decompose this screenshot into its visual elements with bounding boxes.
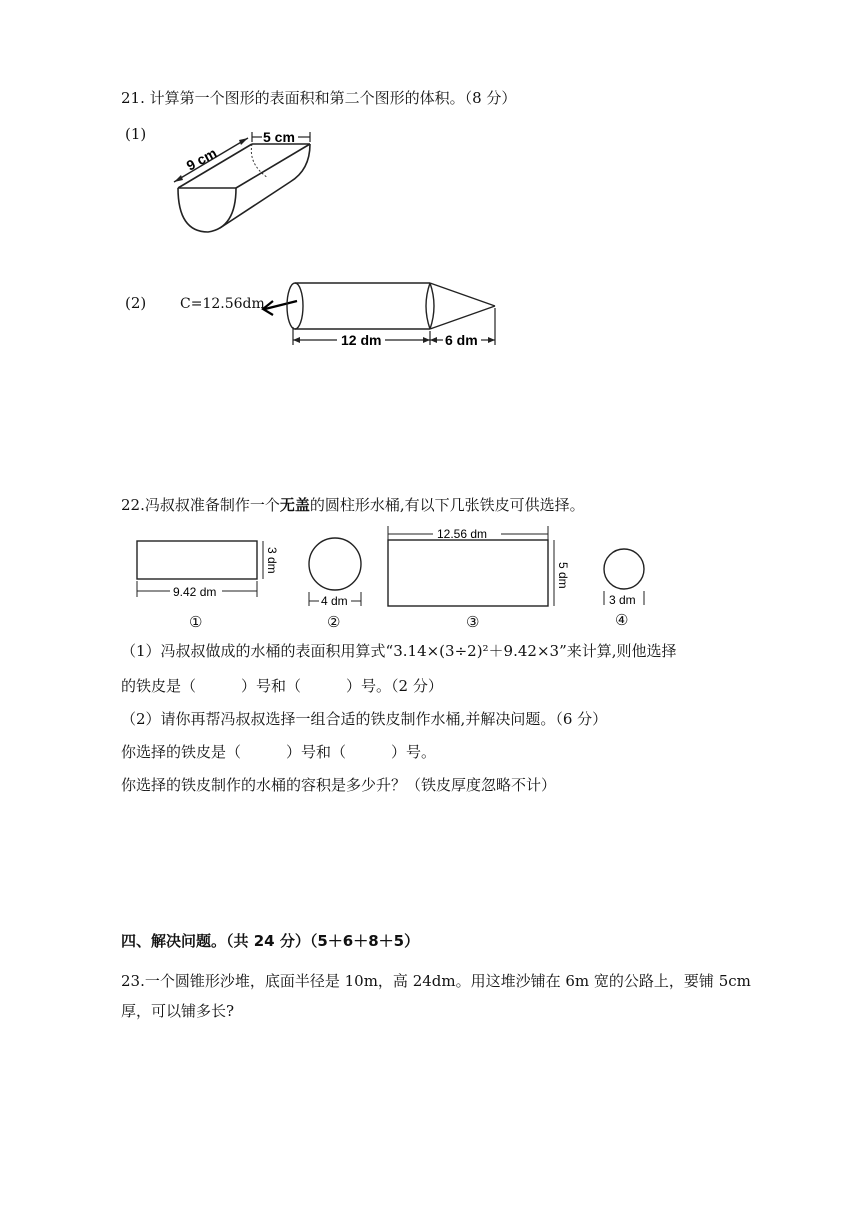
q22-title-suffix: 的圆柱形水桶,有以下几张铁皮可供选择。 xyxy=(309,496,585,514)
sheet-3-width: 12.56 dm xyxy=(437,527,488,541)
label-12dm: 12 dm xyxy=(341,332,382,348)
sheet-3-rect xyxy=(388,540,548,606)
left-ellipse xyxy=(287,283,303,329)
label-6dm: 6 dm xyxy=(445,332,478,348)
arrow-head xyxy=(488,337,495,343)
bottom-curve xyxy=(220,144,310,228)
sheet-1-height: 3 dm xyxy=(265,547,279,574)
front-semicircle xyxy=(178,188,236,232)
sheet-2-number: ② xyxy=(327,613,341,631)
sheet-2-circle xyxy=(309,538,361,590)
q22-sub1-line1: （1）冯叔叔做成的水桶的表面积用算式“3.14×(3÷2)²＋9.42×3”来计算,则他选择 xyxy=(121,642,677,660)
q22-sub1-line2: 的铁皮是（ ）号和（ ）号。（2 分） xyxy=(121,677,443,695)
arrow-head xyxy=(423,337,430,343)
section-4-heading: 四、解决问题。（共 24 分）（5＋6＋8＋5） xyxy=(121,932,420,950)
sheet-2-figure xyxy=(300,535,370,610)
right-ellipse-back xyxy=(430,283,434,329)
q22-title xyxy=(121,494,585,516)
circumference-label: C=12.56dm xyxy=(180,296,265,312)
arrow-head xyxy=(430,337,437,343)
q21-part2-label: (2) xyxy=(125,294,147,312)
q21-part1-label: (1) xyxy=(125,125,147,143)
arrow-head xyxy=(239,138,248,145)
q22-sub2-line1: （2）请你再帮冯叔叔选择一组合适的铁皮制作水桶,并解决问题。（6 分） xyxy=(121,710,608,728)
label-9cm: 9 cm xyxy=(183,144,220,174)
q22-sub2-line3: 你选择的铁皮制作的水桶的容积是多少升？（铁皮厚度忽略不计） xyxy=(121,776,557,794)
q21-title: 21. 计算第一个图形的表面积和第二个图形的体积。（8 分） xyxy=(121,89,517,107)
sheet-4-figure xyxy=(595,545,655,610)
q22-title-prefix: 22.冯叔叔准备制作一个 xyxy=(121,496,280,514)
label-5cm: 5 cm xyxy=(263,129,295,145)
hidden-edge xyxy=(251,144,268,178)
sheet-1-rect xyxy=(137,541,257,579)
q23-line2: 厚，可以铺多长? xyxy=(121,1002,235,1020)
q23-line1: 23.一个圆锥形沙堆，底面半径是 10m，高 24dm。用这堆沙铺在 6m 宽的公路上，要铺 5cm xyxy=(121,972,751,990)
sheet-4-circle xyxy=(604,549,644,589)
cylinder-cone-figure xyxy=(255,275,515,350)
half-cylinder-figure xyxy=(160,120,320,245)
sheet-2-dim: 4 dm xyxy=(321,594,348,608)
sheet-3-figure xyxy=(383,522,573,612)
arrow-head xyxy=(174,175,183,182)
sheet-4-number: ④ xyxy=(615,611,629,629)
top-right-edge xyxy=(236,144,310,188)
q22-sub2-line2: 你选择的铁皮是（ ）号和（ ）号。 xyxy=(121,743,437,761)
right-ellipse-front xyxy=(426,283,430,329)
arrow-head xyxy=(293,337,300,343)
sheet-4-dim: 3 dm xyxy=(609,593,636,607)
sheet-1-figure xyxy=(130,535,285,607)
sheet-3-number: ③ xyxy=(466,613,480,631)
q22-title-bold: 无盖 xyxy=(279,496,310,514)
cone-bottom xyxy=(430,306,495,329)
sheet-1-number: ① xyxy=(189,613,203,631)
sheet-1-width: 9.42 dm xyxy=(173,585,217,599)
cone-top xyxy=(430,283,495,306)
sheet-3-height: 5 dm xyxy=(556,562,570,589)
